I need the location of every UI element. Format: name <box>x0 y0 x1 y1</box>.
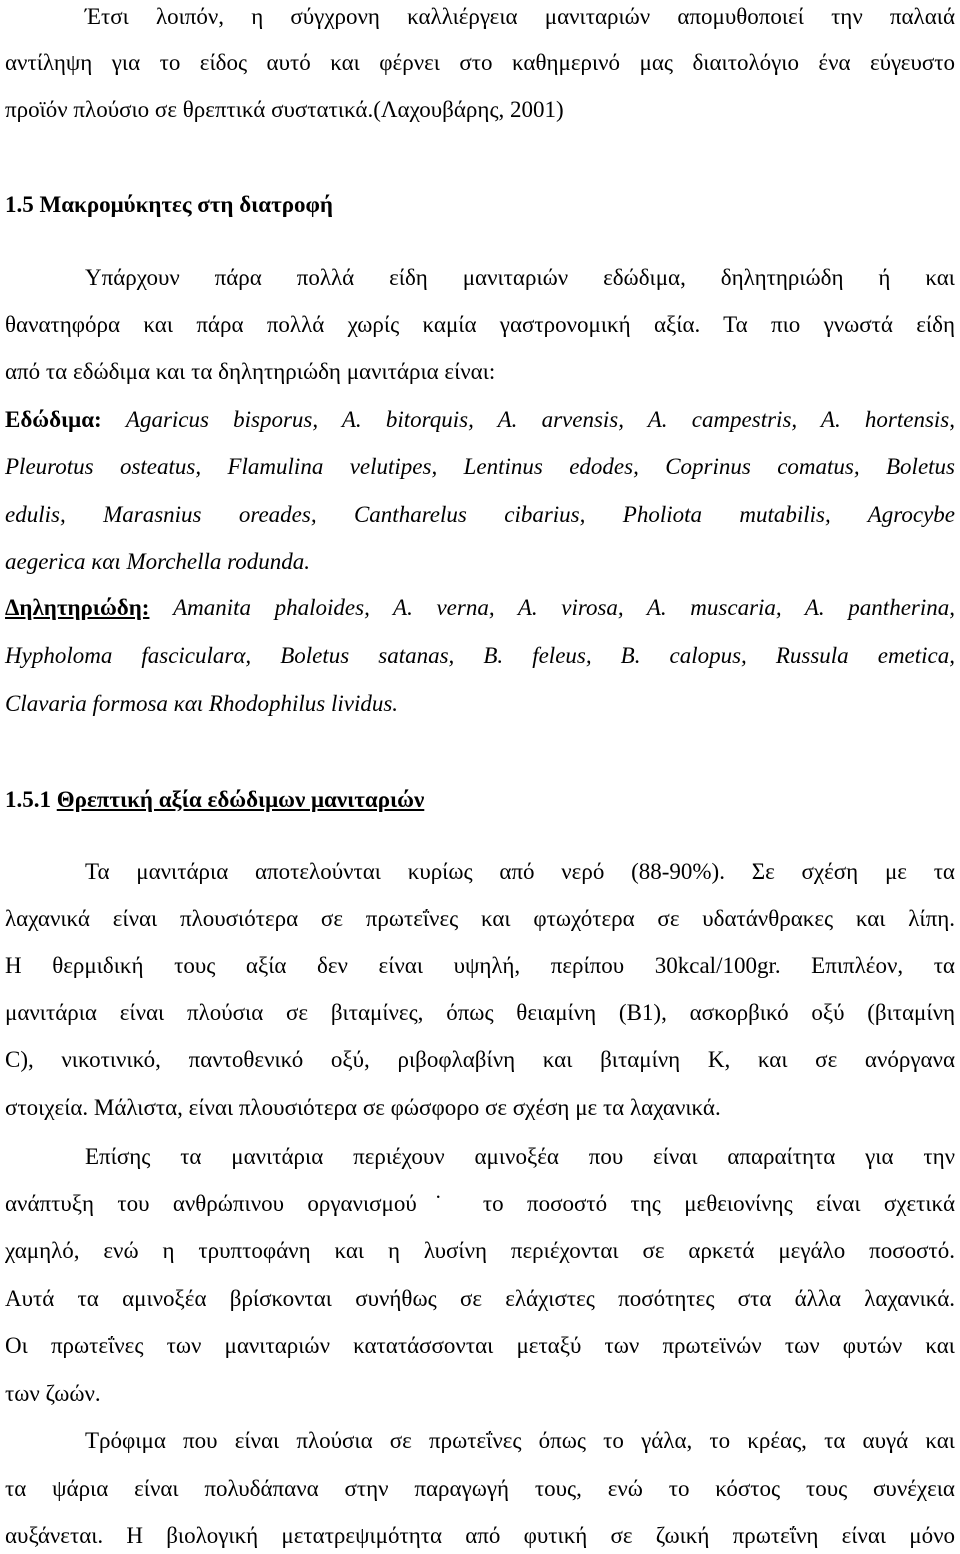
edible-list-line <box>5 405 955 435</box>
text-line: τα ψάρια είναι πολυδάπανα στην παραγωγή τους, ενώ το κόστος τους συνέχεια <box>5 1476 955 1501</box>
species-text: aegerica και Morchella rodunda. <box>5 549 311 574</box>
species-text: Clavaria formosa και Rhodophilus lividus. <box>5 691 399 716</box>
text-line: από τα εδώδιμα και τα δηλητηριώδη μανιτάρια είναι: <box>5 359 496 384</box>
text-line: μανιτάρια είναι πλούσια σε βιταμίνες, όπως θειαμίνη (Β1), ασκορβικό οξύ (βιταμίνη <box>5 1000 955 1025</box>
text-line: αυξάνεται. Η βιολογική μετατρεψιμότητα από φυτική σε ζωική πρωτεΐνη είναι μόνο <box>5 1523 955 1548</box>
text-line: Τα μανιτάρια αποτελούνται κυρίως από νερό (88-90%). Σε σχέση με τα <box>85 859 955 884</box>
poison-label: Δηλητηριώδη: <box>5 595 150 620</box>
text-line: στοιχεία. Μάλιστα, είναι πλουσιότερα σε φώσφορο σε σχέση με τα λαχανικά. <box>5 1095 721 1120</box>
subsection-title: Θρεπτική αξία εδώδιμων μανιταριών <box>56 787 425 812</box>
text-line: ανάπτυξη του ανθρώπινου οργανισμού˙ το ποσοστό της μεθειονίνης είναι σχετικά <box>5 1191 955 1216</box>
subsection-heading <box>5 785 955 815</box>
text-line: Έτσι λοιπόν, η σύγχρονη καλλιέργεια μανιταριών απομυθοποιεί την παλαιά <box>85 4 955 29</box>
text-line: προϊόν πλούσιο σε θρεπτικά συστατικά.(Λαχουβάρης, 2001) <box>5 97 564 122</box>
text-line: θανατηφόρα και πάρα πολλά χωρίς καμία γαστρονομική αξία. Τα πιο γνωστά είδη <box>5 312 955 337</box>
text-line: των ζωών. <box>5 1381 101 1406</box>
species-text: edulis, Marasnius oreades, Cantharelus cibarius, Pholiota mutabilis, Agrocybe <box>5 502 955 527</box>
edible-label: Εδώδιμα: <box>5 407 102 432</box>
text-line: Υπάρχουν πάρα πολλά είδη μανιταριών εδώδιμα, δηλητηριώδη ή και <box>85 265 955 290</box>
text-line: Αυτά τα αμινοξέα βρίσκονται συνήθως σε ελάχιστες ποσότητες στα άλλα λαχανικά. <box>5 1286 955 1311</box>
text-line: λαχανικά είναι πλουσιότερα σε πρωτεΐνες και φτωχότερα σε υδατάνθρακες και λίπη. <box>5 906 955 931</box>
species-text: Pleurotus osteatus, Flamulina velutipes, Lentinus edodes, Coprinus comatus, Boletus <box>5 454 955 479</box>
species-text: Agaricus bisporus, A. bitorquis, A. arvensis, A. campestris, A. hortensis, <box>125 407 955 432</box>
text-line: Επίσης τα μανιτάρια περιέχουν αμινοξέα που είναι απαραίτητα για την <box>85 1144 955 1169</box>
text-line: αντίληψη για το είδος αυτό και φέρνει στο καθημερινό μας διαιτολόγιο ένα εύγευστο <box>5 50 955 75</box>
species-text: Hypholoma fascicularα, Boletus satanas, B. feleus, B. calopus, Russula emetica, <box>5 643 955 668</box>
poison-list-line <box>5 593 955 623</box>
subsection-number: 1.5.1 <box>5 787 57 812</box>
text-line: χαμηλό, ενώ η τρυπτοφάνη και η λυσίνη περιέχονται σε αρκετά μεγάλο ποσοστό. <box>5 1238 955 1263</box>
text-line: C), νικοτινικό, παντοθενικό οξύ, ριβοφλαβίνη και βιταμίνη Κ, και σε ανόργανα <box>5 1047 955 1072</box>
text-line: Οι πρωτεΐνες των μανιταριών κατατάσσονται μεταξύ των πρωτεϊνών των φυτών και <box>5 1333 955 1358</box>
text-line: Η θερμιδική τους αξία δεν είναι υψηλή, περίπου 30kcal/100gr. Επιπλέον, τα <box>5 953 955 978</box>
species-text: Amanita phaloides, A. verna, A. virosa, A. muscaria, A. pantherina, <box>173 595 955 620</box>
text-line: Τρόφιμα που είναι πλούσια σε πρωτεΐνες όπως το γάλα, το κρέας, τα αυγά και <box>85 1428 955 1453</box>
section-heading: 1.5 Μακρομύκητες στη διατροφή <box>5 192 333 217</box>
